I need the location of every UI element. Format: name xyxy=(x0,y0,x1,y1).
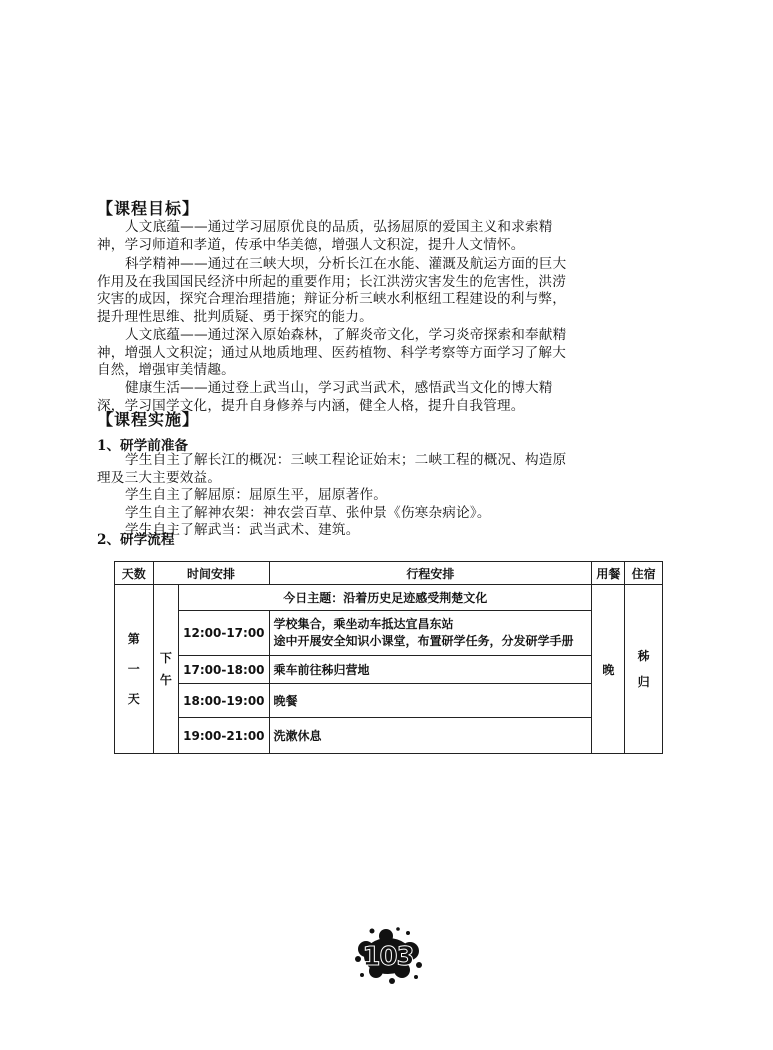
activity-cell: 乘车前往秭归营地 xyxy=(269,656,592,684)
activity-cell xyxy=(269,611,592,656)
activity-line: 学校集合，乘坐动车抵达宜昌东站 xyxy=(273,617,454,631)
prep-line-3: 学生自主了解屈原：屈原生平，屈原著作。 xyxy=(125,487,388,503)
page-number: 103 xyxy=(362,942,414,972)
table-row xyxy=(115,656,663,684)
goal-1-line-2: 神，学习师道和孝道，传承中华美德，增强人文积淀，提升人文情怀。 xyxy=(97,236,525,253)
prep-line-1: 学生自主了解长江的概况：三峡工程论证始末；二峡工程的概况、构造原 xyxy=(125,452,567,468)
meal-cell: 晚 xyxy=(592,585,625,754)
header-day: 天数 xyxy=(115,562,154,585)
period-char: 午 xyxy=(159,673,172,687)
time-cell: 17:00-18:00 xyxy=(179,656,269,684)
goal-2-line-1: 科学精神——通过在三峡大坝，分析长江在水能、灌溉及航运方面的巨大 xyxy=(125,256,567,272)
goal-2-line-4: 提升理性思维、批判质疑、勇于探究的能力。 xyxy=(97,308,373,325)
study-flow-title: 2、研学流程 xyxy=(97,532,175,548)
theme-cell: 今日主题：沿着历史足迹感受荆楚文化 xyxy=(179,585,592,611)
header-meal: 用餐 xyxy=(592,562,625,585)
time-cell: 18:00-19:00 xyxy=(179,684,269,718)
course-goals-heading: 【课程目标】 xyxy=(97,199,200,218)
goal-3-line-2: 神，增强人文积淀；通过从地质地理、医药植物、科学考察等方面学习了解大 xyxy=(97,344,566,361)
activity-cell: 洗漱休息 xyxy=(269,718,592,754)
goal-paragraph-2 xyxy=(97,256,679,326)
itinerary-table xyxy=(114,561,663,754)
day-char: 第 xyxy=(127,632,140,646)
lodging-cell xyxy=(625,585,663,754)
goal-3-line-1: 人文底蕴——通过深入原始森林，了解炎帝文化，学习炎帝探索和奉献精 xyxy=(125,327,567,343)
goal-4-line-2: 深，学习国学文化，提升自身修养与内涵，健全人格，提升自我管理。 xyxy=(97,397,525,414)
day-cell xyxy=(115,585,154,754)
period-cell xyxy=(153,585,179,754)
prep-line-4: 学生自主了解神农架：神农尝百草、张仲景《伤寒杂病论》。 xyxy=(125,504,491,521)
table-row xyxy=(115,718,663,754)
goal-paragraph-1 xyxy=(97,219,679,254)
pre-study-list xyxy=(97,452,679,540)
day-char: 一 xyxy=(127,662,140,676)
table-row xyxy=(115,611,663,656)
header-itinerary: 行程安排 xyxy=(269,562,592,585)
goal-4-line-1: 健康生活——通过登上武当山，学习武当武术，感悟武当文化的博大精 xyxy=(125,380,553,396)
activity-line: 途中开展安全知识小课堂，布置研学任务，分发研学手册 xyxy=(273,634,574,648)
table-header-row xyxy=(115,562,663,585)
lodging-char: 归 xyxy=(637,675,650,689)
goal-2-line-2: 作用及在我国国民经济中所起的重要作用；长江洪涝灾害发生的危害性，洪涝 xyxy=(97,273,566,290)
day-char: 天 xyxy=(127,692,140,706)
header-time: 时间安排 xyxy=(153,562,269,585)
goal-paragraph-3 xyxy=(97,327,679,380)
time-cell: 19:00-21:00 xyxy=(179,718,269,754)
time-cell: 12:00-17:00 xyxy=(179,611,269,656)
goal-1-line-1: 人文底蕴——通过学习屈原优良的品质，弘扬屈原的爱国主义和求索精 xyxy=(125,219,553,235)
goal-3-line-3: 自然，增强审美情趣。 xyxy=(97,362,235,378)
period-char: 下 xyxy=(159,651,172,665)
activity-cell: 晚餐 xyxy=(269,684,592,718)
prep-line-5: 学生自主了解武当：武当武术、建筑。 xyxy=(125,522,360,538)
lodging-char: 秭 xyxy=(637,649,650,663)
header-lodging: 住宿 xyxy=(625,562,663,585)
table-row xyxy=(115,585,663,611)
pre-study-title: 1、研学前准备 xyxy=(97,438,189,454)
table-row xyxy=(115,684,663,718)
course-implementation-heading: 【课程实施】 xyxy=(97,410,200,429)
goal-2-line-3: 灾害的成因，探究合理治理措施；辩证分析三峡水利枢纽工程建设的利与弊， xyxy=(97,291,566,307)
prep-line-2: 理及三大主要效益。 xyxy=(97,469,222,486)
